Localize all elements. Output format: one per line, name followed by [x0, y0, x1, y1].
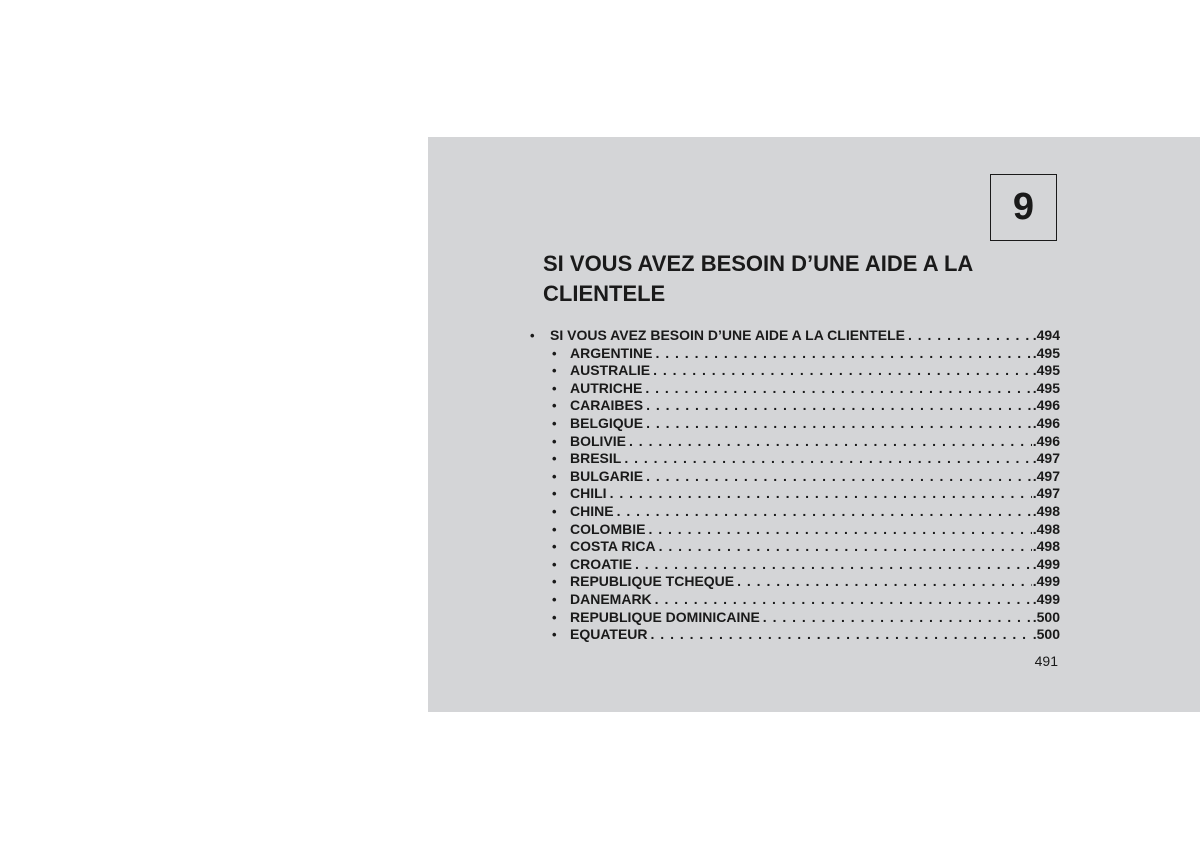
bullet-icon: • [552, 627, 557, 643]
toc-entry-page: .499 [1032, 573, 1060, 590]
dot-leader [648, 626, 1032, 642]
toc-entry[interactable] [530, 468, 1060, 486]
toc-entry-page: .499 [1032, 590, 1060, 607]
bullet-icon: • [552, 539, 557, 555]
toc-entry-page: .496 [1032, 432, 1060, 449]
dot-leader [650, 362, 1032, 378]
toc-entry[interactable] [530, 591, 1060, 609]
dot-leader [760, 609, 1032, 625]
manual-page [428, 137, 1200, 712]
bullet-icon: • [552, 345, 557, 361]
toc-entry[interactable] [530, 345, 1060, 363]
toc-entry[interactable] [530, 380, 1060, 398]
bullet-icon: • [552, 451, 557, 467]
toc-entry-label: REPUBLIQUE DOMINICAINE [570, 608, 760, 625]
toc-entry-page: .495 [1032, 344, 1060, 361]
chapter-number: 9 [1012, 186, 1035, 228]
toc-entry-label: EQUATEUR [570, 626, 648, 643]
dot-leader [652, 345, 1031, 361]
toc-entry-label: BELGIQUE [570, 414, 644, 431]
toc-entry-label: CHINE [570, 502, 614, 519]
toc-entry-label: REPUBLIQUE TCHEQUE [570, 573, 735, 590]
dot-leader [905, 327, 1032, 343]
bullet-icon: • [552, 574, 557, 590]
dot-leader [607, 485, 1032, 501]
toc-entry-page: .495 [1032, 362, 1060, 379]
bullet-icon: • [552, 556, 557, 572]
dot-leader [643, 415, 1032, 431]
bullet-icon: • [552, 609, 557, 625]
toc-entry-page: .496 [1032, 414, 1060, 431]
toc-main-entry[interactable] [530, 327, 1060, 345]
toc-entry[interactable] [530, 485, 1060, 503]
bullet-icon: • [552, 468, 557, 484]
dot-leader [614, 503, 1032, 519]
toc-entry-label: CARAIBES [570, 397, 644, 414]
toc-entry[interactable] [530, 450, 1060, 468]
toc-entry[interactable] [530, 362, 1060, 380]
toc-entry-page: .499 [1032, 555, 1060, 572]
dot-leader [642, 380, 1031, 396]
dot-leader [734, 573, 1032, 589]
bullet-icon: • [552, 591, 557, 607]
toc-entry-page: .496 [1032, 397, 1060, 414]
toc-entry-label: AUTRICHE [570, 379, 643, 396]
toc-entry[interactable] [530, 521, 1060, 539]
dot-leader [656, 538, 1032, 554]
toc-entry-label: CHILI [570, 485, 607, 502]
toc-entry[interactable] [530, 433, 1060, 451]
toc-entry-label: ARGENTINE [570, 344, 653, 361]
toc-entry-label: SI VOUS AVEZ BESOIN D’UNE AIDE A LA CLIENTELE [550, 327, 905, 343]
toc-entry-label: BULGARIE [570, 467, 644, 484]
toc-entry[interactable] [530, 573, 1060, 591]
toc-entry-page: .500 [1032, 626, 1060, 643]
dot-leader [645, 521, 1031, 537]
toc-entry-page: .498 [1032, 520, 1060, 537]
toc-entry-label: AUSTRALIE [570, 362, 651, 379]
chapter-number-box [990, 174, 1057, 241]
bullet-icon: • [552, 363, 557, 379]
toc-entry[interactable] [530, 503, 1060, 521]
toc-entry-label: BRESIL [570, 450, 622, 467]
toc-entry[interactable] [530, 556, 1060, 574]
toc-entry[interactable] [530, 538, 1060, 556]
bullet-icon: • [552, 415, 557, 431]
chapter-title: SI VOUS AVEZ BESOIN D’UNE AIDE A LA CLIENTELE [543, 251, 973, 306]
bullet-icon: • [552, 521, 557, 537]
bullet-icon: • [552, 433, 557, 449]
toc-entry[interactable] [530, 609, 1060, 627]
dot-leader [626, 433, 1032, 449]
toc-entry-label: BOLIVIE [570, 432, 627, 449]
toc-entry-page: .497 [1032, 485, 1060, 502]
toc-entry-page: .494 [1032, 327, 1060, 343]
toc-entry-label: COSTA RICA [570, 538, 656, 555]
dot-leader [632, 556, 1032, 572]
dot-leader [643, 468, 1032, 484]
toc-entry-page: .495 [1032, 379, 1060, 396]
page-number: 491 [1034, 653, 1058, 669]
dot-leader [643, 397, 1032, 413]
toc-entry-label: COLOMBIE [570, 520, 646, 537]
toc-entry-label: DANEMARK [570, 590, 652, 607]
toc-entry-page: .497 [1032, 467, 1060, 484]
dot-leader [621, 450, 1031, 466]
toc-entry[interactable] [530, 397, 1060, 415]
toc-entry-label: CROATIE [570, 555, 632, 572]
toc-entry-page: .498 [1032, 538, 1060, 555]
bullet-icon: • [530, 328, 535, 343]
toc-entry-page: .498 [1032, 502, 1060, 519]
dot-leader [652, 591, 1032, 607]
bullet-icon: • [552, 380, 557, 396]
bullet-icon: • [552, 398, 557, 414]
toc-entry[interactable] [530, 415, 1060, 433]
bullet-icon: • [552, 503, 557, 519]
table-of-contents [530, 327, 1060, 644]
toc-entry[interactable] [530, 626, 1060, 644]
bullet-icon: • [552, 486, 557, 502]
toc-entry-page: .497 [1032, 450, 1060, 467]
toc-entry-page: .500 [1032, 608, 1060, 625]
